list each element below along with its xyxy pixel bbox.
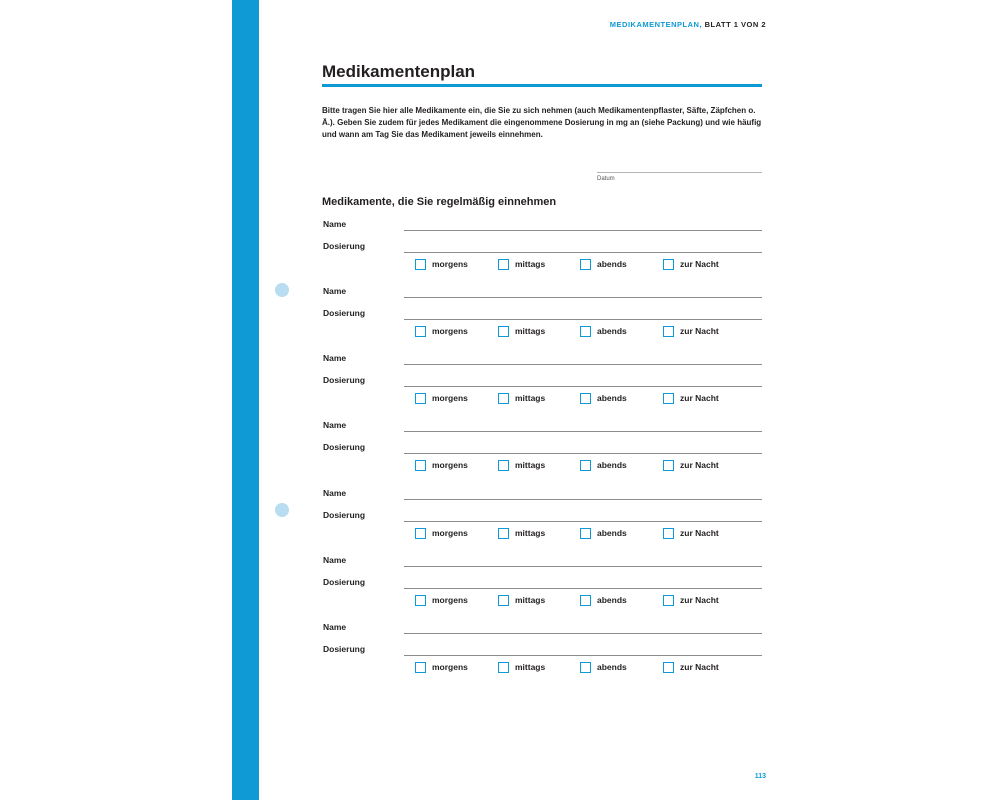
running-header-title: MEDIKAMENTENPLAN, (609, 20, 703, 29)
checkbox-morgens[interactable] (415, 595, 426, 606)
time-label: morgens (432, 662, 468, 672)
dosage-label: Dosierung (323, 241, 366, 251)
name-input-line[interactable] (404, 364, 762, 365)
time-label: zur Nacht (680, 595, 719, 605)
checkbox-zur-nacht[interactable] (663, 393, 674, 404)
intro-text: Bitte tragen Sie hier alle Medikamente ein, die Sie zu sich nehmen (auch Medikamentenpflaster, Säfte, Zäpfchen o. Ä.). Geben Sie zudem für jedes Medikament die eingenommene Dosierung in mg an (siehe Packung) und wie häufig und wann am Tag Sie das Medikament jeweils einnehmen. (322, 106, 762, 139)
checkbox-zur-nacht[interactable] (663, 259, 674, 270)
dosage-label: Dosierung (323, 644, 366, 654)
time-label: abends (597, 393, 627, 403)
checkbox-abends[interactable] (580, 259, 591, 270)
name-input-line[interactable] (404, 499, 762, 500)
dosage-label: Dosierung (323, 308, 366, 318)
time-label: abends (597, 595, 627, 605)
name-input-line[interactable] (404, 230, 762, 231)
name-label: Name (323, 219, 347, 229)
name-input-line[interactable] (404, 633, 762, 634)
name-label: Name (323, 555, 347, 565)
dosage-input-line[interactable] (404, 521, 762, 522)
checkbox-zur-nacht[interactable] (663, 595, 674, 606)
time-label: mittags (515, 393, 546, 403)
dosage-input-line[interactable] (404, 319, 762, 320)
page-edge-color-bar (232, 0, 259, 800)
time-label: mittags (515, 528, 546, 538)
time-label: mittags (515, 460, 546, 470)
checkbox-mittags[interactable] (498, 662, 509, 673)
checkbox-abends[interactable] (580, 460, 591, 471)
checkbox-morgens[interactable] (415, 259, 426, 270)
dosage-input-line[interactable] (404, 252, 762, 253)
checkbox-mittags[interactable] (498, 528, 509, 539)
name-label: Name (323, 286, 347, 296)
time-label: zur Nacht (680, 528, 719, 538)
checkbox-abends[interactable] (580, 326, 591, 337)
checkbox-zur-nacht[interactable] (663, 326, 674, 337)
time-label: abends (597, 528, 627, 538)
time-label: morgens (432, 259, 468, 269)
time-label: mittags (515, 595, 546, 605)
time-label: morgens (432, 460, 468, 470)
page-number: 113 (754, 773, 766, 780)
checkbox-zur-nacht[interactable] (663, 662, 674, 673)
time-label: abends (597, 662, 627, 672)
name-label: Name (323, 353, 347, 363)
time-label: abends (597, 259, 627, 269)
medication-entry (322, 353, 762, 413)
name-label: Name (323, 488, 347, 498)
dosage-label: Dosierung (323, 375, 366, 385)
checkbox-mittags[interactable] (498, 460, 509, 471)
time-label: morgens (432, 595, 468, 605)
dosage-label: Dosierung (323, 577, 366, 587)
section-title: Medikamente, die Sie regelmäßig einnehmen (322, 196, 557, 208)
dosage-input-line[interactable] (404, 386, 762, 387)
punch-hole (275, 503, 289, 517)
checkbox-abends[interactable] (580, 595, 591, 606)
dosage-label: Dosierung (323, 510, 366, 520)
dosage-input-line[interactable] (404, 453, 762, 454)
checkbox-mittags[interactable] (498, 595, 509, 606)
running-header (610, 20, 766, 29)
time-label: mittags (515, 662, 546, 672)
time-label: morgens (432, 528, 468, 538)
checkbox-abends[interactable] (580, 393, 591, 404)
medication-entry (322, 420, 762, 480)
time-label: zur Nacht (680, 393, 719, 403)
checkbox-morgens[interactable] (415, 393, 426, 404)
punch-hole (275, 283, 289, 297)
time-label: zur Nacht (680, 259, 719, 269)
checkbox-abends[interactable] (580, 528, 591, 539)
checkbox-mittags[interactable] (498, 326, 509, 337)
name-input-line[interactable] (404, 431, 762, 432)
page-title: Medikamentenplan (322, 62, 476, 81)
dosage-label: Dosierung (323, 442, 366, 452)
checkbox-mittags[interactable] (498, 393, 509, 404)
checkbox-abends[interactable] (580, 662, 591, 673)
time-label: zur Nacht (680, 460, 719, 470)
checkbox-zur-nacht[interactable] (663, 528, 674, 539)
time-label: abends (597, 460, 627, 470)
time-label: zur Nacht (680, 662, 719, 672)
date-label: Datum (597, 176, 615, 182)
checkbox-morgens[interactable] (415, 326, 426, 337)
dosage-input-line[interactable] (404, 588, 762, 589)
dosage-input-line[interactable] (404, 655, 762, 656)
name-input-line[interactable] (404, 297, 762, 298)
time-label: zur Nacht (680, 326, 719, 336)
time-label: mittags (515, 259, 546, 269)
time-label: mittags (515, 326, 546, 336)
name-label: Name (323, 420, 347, 430)
medication-entry (322, 286, 762, 346)
checkbox-morgens[interactable] (415, 662, 426, 673)
checkbox-morgens[interactable] (415, 460, 426, 471)
time-label: morgens (432, 326, 468, 336)
date-field[interactable] (597, 172, 762, 173)
running-header-sheet: BLATT 1 VON 2 (704, 20, 766, 29)
medication-entry (322, 555, 762, 615)
name-input-line[interactable] (404, 566, 762, 567)
medication-entry (322, 622, 762, 682)
checkbox-zur-nacht[interactable] (663, 460, 674, 471)
time-label: abends (597, 326, 627, 336)
title-underline (322, 84, 762, 87)
time-label: morgens (432, 393, 468, 403)
name-label: Name (323, 622, 347, 632)
checkbox-mittags[interactable] (498, 259, 509, 270)
checkbox-morgens[interactable] (415, 528, 426, 539)
medication-entry (322, 219, 762, 279)
medication-entry (322, 488, 762, 548)
